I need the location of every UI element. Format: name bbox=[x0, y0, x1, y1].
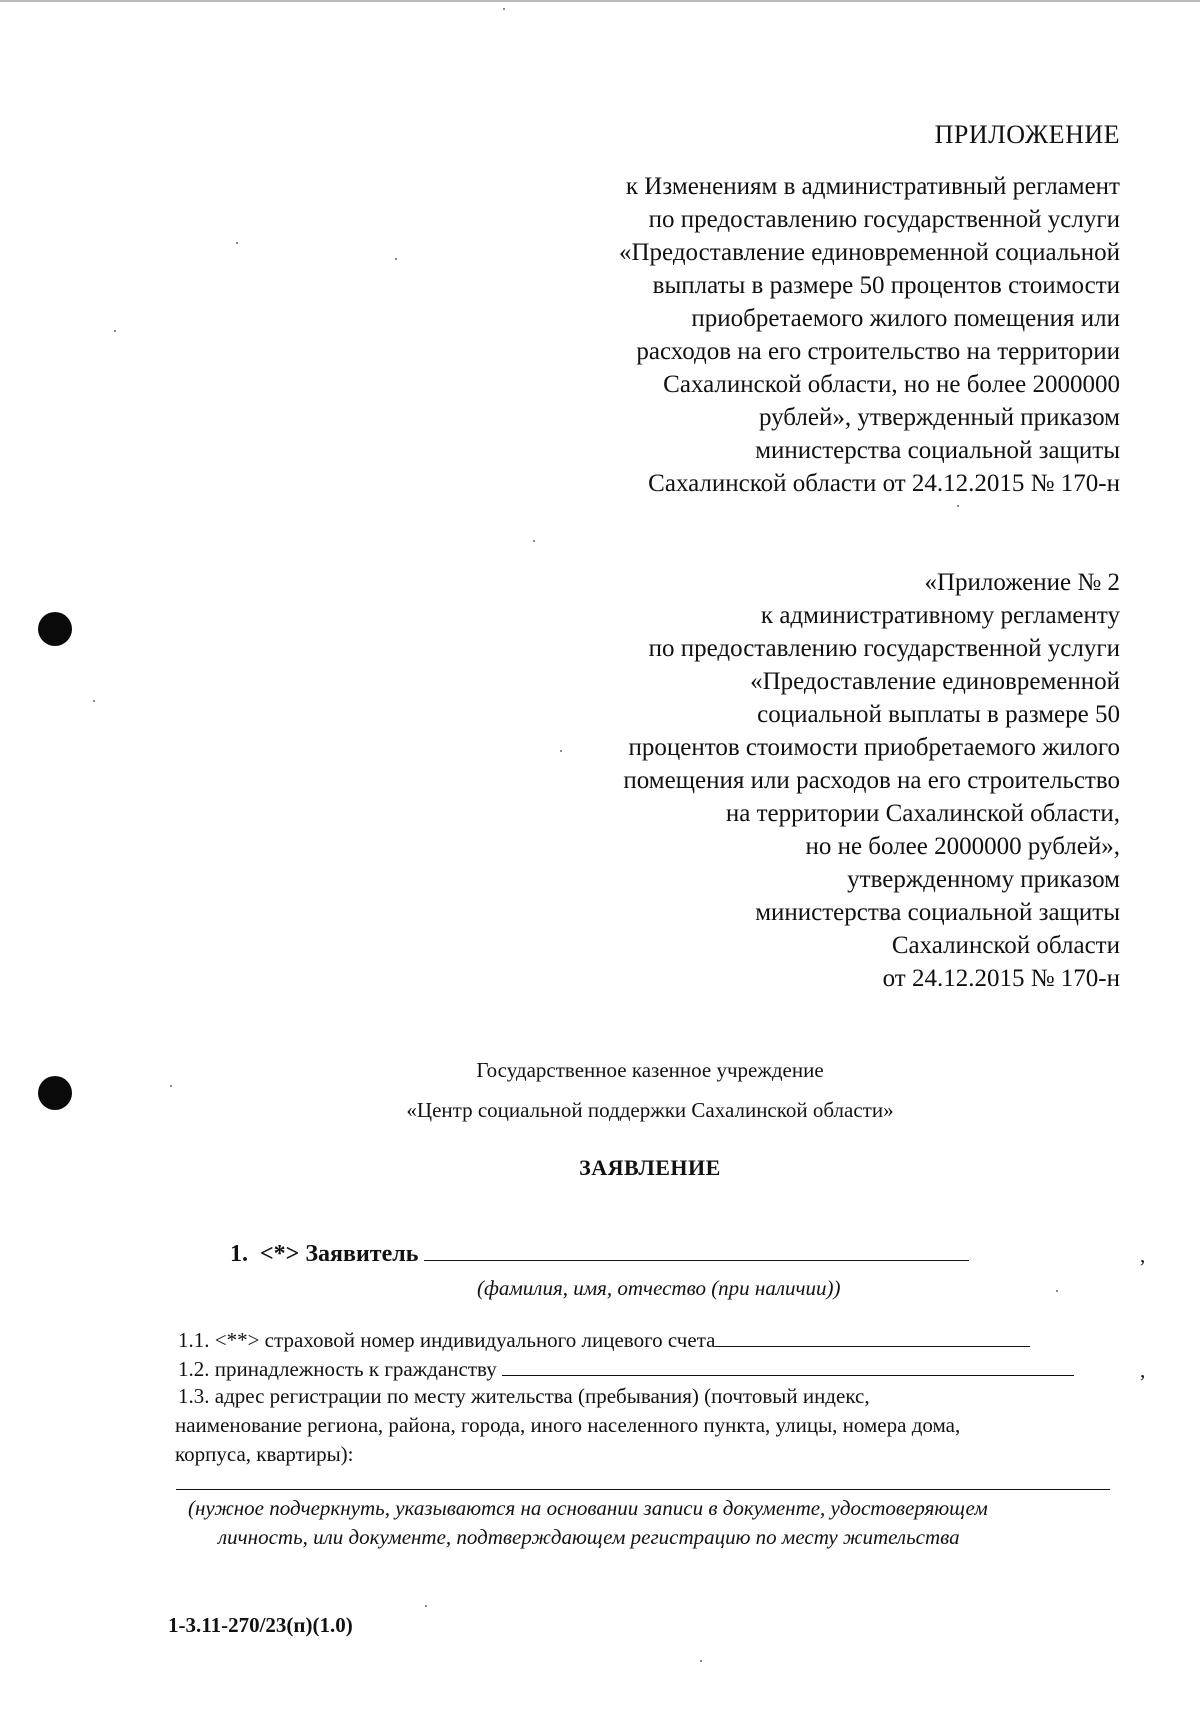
appendix-line: Сахалинской области, но не более 2000000 bbox=[663, 371, 1120, 398]
applicant-row bbox=[230, 1238, 969, 1268]
annex2-line: от 24.12.2015 № 170-н bbox=[882, 965, 1120, 992]
annex2-line: по предоставлению государственной услуги bbox=[648, 635, 1120, 662]
form-heading: ЗАЯВЛЕНИЕ bbox=[579, 1155, 721, 1180]
scan-top-edge bbox=[0, 0, 1200, 2]
appendix-title: ПРИЛОЖЕНИЕ bbox=[934, 120, 1120, 149]
annex2-line: социальной выплаты в размере 50 bbox=[757, 701, 1120, 728]
annex2-line: на территории Сахалинской области, bbox=[725, 800, 1120, 827]
address-field-line[interactable] bbox=[176, 1489, 1110, 1490]
scan-speck bbox=[503, 8, 505, 10]
scan-speck bbox=[957, 505, 959, 507]
annex2-line: «Приложение № 2 bbox=[924, 569, 1120, 596]
appendix-line: по предоставлению государственной услуги bbox=[648, 206, 1120, 233]
punch-hole-top bbox=[38, 612, 72, 646]
annex2-line: «Предоставление единовременной bbox=[750, 668, 1120, 695]
note-line-1: (нужное подчеркнуть, указываются на основании записи в документе, удостоверяющем bbox=[188, 1496, 988, 1520]
field-1-2-row bbox=[178, 1355, 1074, 1382]
scan-speck bbox=[1056, 1290, 1058, 1292]
scan-speck bbox=[425, 1605, 427, 1607]
citizenship-comma: , bbox=[1140, 1358, 1146, 1382]
annex2-line: процентов стоимости приобретаемого жилого bbox=[628, 734, 1120, 761]
field-1-3-line-2: наименование региона, района, города, иного населенного пункта, улицы, номера дома, bbox=[175, 1413, 961, 1437]
snils-field[interactable] bbox=[715, 1326, 1030, 1347]
scan-speck bbox=[700, 1660, 702, 1662]
annex2-block bbox=[623, 566, 1120, 995]
annex2-line: к административному регламенту bbox=[760, 602, 1120, 629]
scan-speck bbox=[93, 700, 95, 702]
scan-speck bbox=[533, 540, 535, 542]
annex2-line: министерства социальной защиты bbox=[755, 899, 1120, 926]
applicant-comma: , bbox=[1140, 1243, 1146, 1267]
citizenship-field[interactable] bbox=[502, 1355, 1074, 1376]
appendix-line: к Изменениям в административный регламент bbox=[625, 173, 1120, 200]
institution-line-2: «Центр социальной поддержки Сахалинской области» bbox=[406, 1098, 894, 1122]
scan-speck bbox=[236, 242, 238, 244]
appendix-line: «Предоставление единовременной социальной bbox=[619, 239, 1120, 266]
appendix-block bbox=[619, 170, 1120, 500]
applicant-name-field[interactable] bbox=[424, 1238, 969, 1261]
appendix-line: Сахалинской области от 24.12.2015 № 170-н bbox=[648, 470, 1120, 497]
institution-line-1: Государственное казенное учреждение bbox=[476, 1058, 824, 1082]
note-line-2: личность, или документе, подтверждающем регистрацию по месту жительства bbox=[218, 1525, 960, 1549]
applicant-hint: (фамилия, имя, отчество (при наличии)) bbox=[477, 1276, 841, 1300]
applicant-label: <*> Заявитель bbox=[260, 1241, 419, 1267]
scan-speck bbox=[114, 330, 116, 332]
field-1-1-label: 1.1. <**> страховой номер индивидуального лицевого счета bbox=[178, 1328, 716, 1352]
annex2-line: утвержденному приказом bbox=[847, 866, 1120, 893]
field-1-3-line-1: 1.3. адрес регистрации по месту жительства (пребывания) (почтовый индекс, bbox=[178, 1384, 870, 1408]
field-1-2-label: 1.2. принадлежность к гражданству bbox=[178, 1357, 497, 1381]
field-1-1-row bbox=[178, 1326, 1030, 1353]
field-1-3-line-3: корпуса, квартиры): bbox=[175, 1442, 354, 1466]
annex2-line: но не более 2000000 рублей», bbox=[805, 833, 1120, 860]
annex2-line: помещения или расходов на его строительство bbox=[623, 767, 1120, 794]
annex2-line: Сахалинской области bbox=[891, 932, 1120, 959]
appendix-line: министерства социальной защиты bbox=[755, 437, 1120, 464]
appendix-line: приобретаемого жилого помещения или bbox=[691, 305, 1120, 332]
applicant-number: 1. bbox=[230, 1241, 248, 1267]
document-code: 1-3.11-270/23(п)(1.0) bbox=[168, 1613, 353, 1637]
scan-speck bbox=[560, 750, 562, 752]
appendix-line: выплаты в размере 50 процентов стоимости bbox=[652, 272, 1120, 299]
appendix-line: рублей», утвержденный приказом bbox=[758, 404, 1120, 431]
scan-speck bbox=[170, 1085, 172, 1087]
appendix-line: расходов на его строительство на территории bbox=[636, 338, 1120, 365]
scan-speck bbox=[395, 258, 397, 260]
